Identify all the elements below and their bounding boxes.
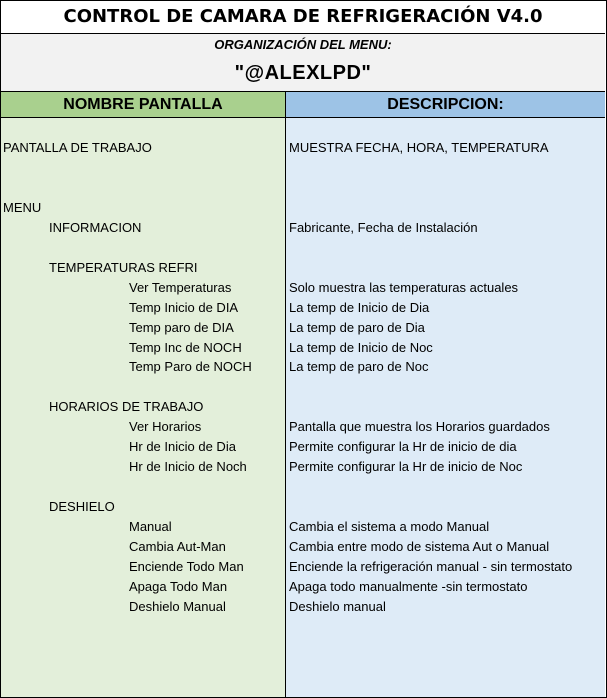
menu-item-name: Hr de Inicio de Noch — [129, 459, 247, 474]
menu-item-name: Temp Inicio de DIA — [129, 300, 239, 315]
menu-item-description: Fabricante, Fecha de Instalación — [289, 220, 478, 235]
menu-item-name: Temp Inc de NOCH — [129, 340, 242, 355]
menu-item-name: Temp Paro de NOCH — [129, 359, 252, 374]
menu-item-name: Deshielo Manual — [129, 599, 226, 614]
menu-item-description: Cambia el sistema a modo Manual — [289, 519, 490, 534]
menu-item-name: Enciende Todo Man — [129, 559, 244, 574]
menu-item-name: HORARIOS DE TRABAJO — [49, 399, 204, 414]
menu-item-name: DESHIELO — [49, 499, 115, 514]
page-title: CONTROL DE CAMARA DE REFRIGERACIÓN V4.0 — [1, 1, 605, 34]
menu-item-name: Temp paro de DIA — [129, 320, 234, 335]
menu-item-name: Apaga Todo Man — [129, 579, 228, 594]
menu-item-description: Solo muestra las temperaturas actuales — [289, 280, 519, 295]
menu-item-description: Pantalla que muestra los Horarios guardados — [289, 419, 550, 434]
menu-item-description: Deshielo manual — [289, 599, 386, 614]
column-divider — [285, 92, 286, 697]
menu-item-description: La temp de paro de Noc — [289, 359, 429, 374]
menu-item-description: Cambia entre modo de sistema Aut o Manual — [289, 539, 550, 554]
description-column-header: DESCRIPCION: — [286, 92, 605, 118]
menu-item-description: La temp de Inicio de Noc — [289, 340, 433, 355]
menu-item-description: La temp de paro de Dia — [289, 320, 425, 335]
menu-item-description: Permite configurar la Hr de inicio de Noc — [289, 459, 523, 474]
menu-item-name: INFORMACION — [49, 220, 142, 235]
menu-item-name: Ver Temperaturas — [129, 280, 232, 295]
menu-organization-label: ORGANIZACIÓN DEL MENU: — [214, 37, 392, 52]
menu-item-name: Manual — [129, 519, 172, 534]
menu-item-name: PANTALLA DE TRABAJO — [3, 140, 152, 155]
menu-item-name: TEMPERATURAS REFRI — [49, 260, 198, 275]
menu-item-name: Hr de Inicio de Dia — [129, 439, 236, 454]
name-column-header: NOMBRE PANTALLA — [1, 92, 285, 118]
menu-item-description: La temp de Inicio de Dia — [289, 300, 430, 315]
menu-item-description: Apaga todo manualmente -sin termostato — [289, 579, 528, 594]
menu-item-description: Permite configurar la Hr de inicio de dia — [289, 439, 517, 454]
menu-item-description: Enciende la refrigeración manual - sin termostato — [289, 559, 573, 574]
menu-item-name: MENU — [3, 200, 42, 215]
subtitle-block — [1, 34, 605, 92]
menu-item-name: Cambia Aut-Man — [129, 539, 226, 554]
menu-item-name: Ver Horarios — [129, 419, 202, 434]
author-handle: "@ALEXLPD" — [234, 62, 372, 84]
menu-item-description: MUESTRA FECHA, HORA, TEMPERATURA — [289, 140, 549, 155]
